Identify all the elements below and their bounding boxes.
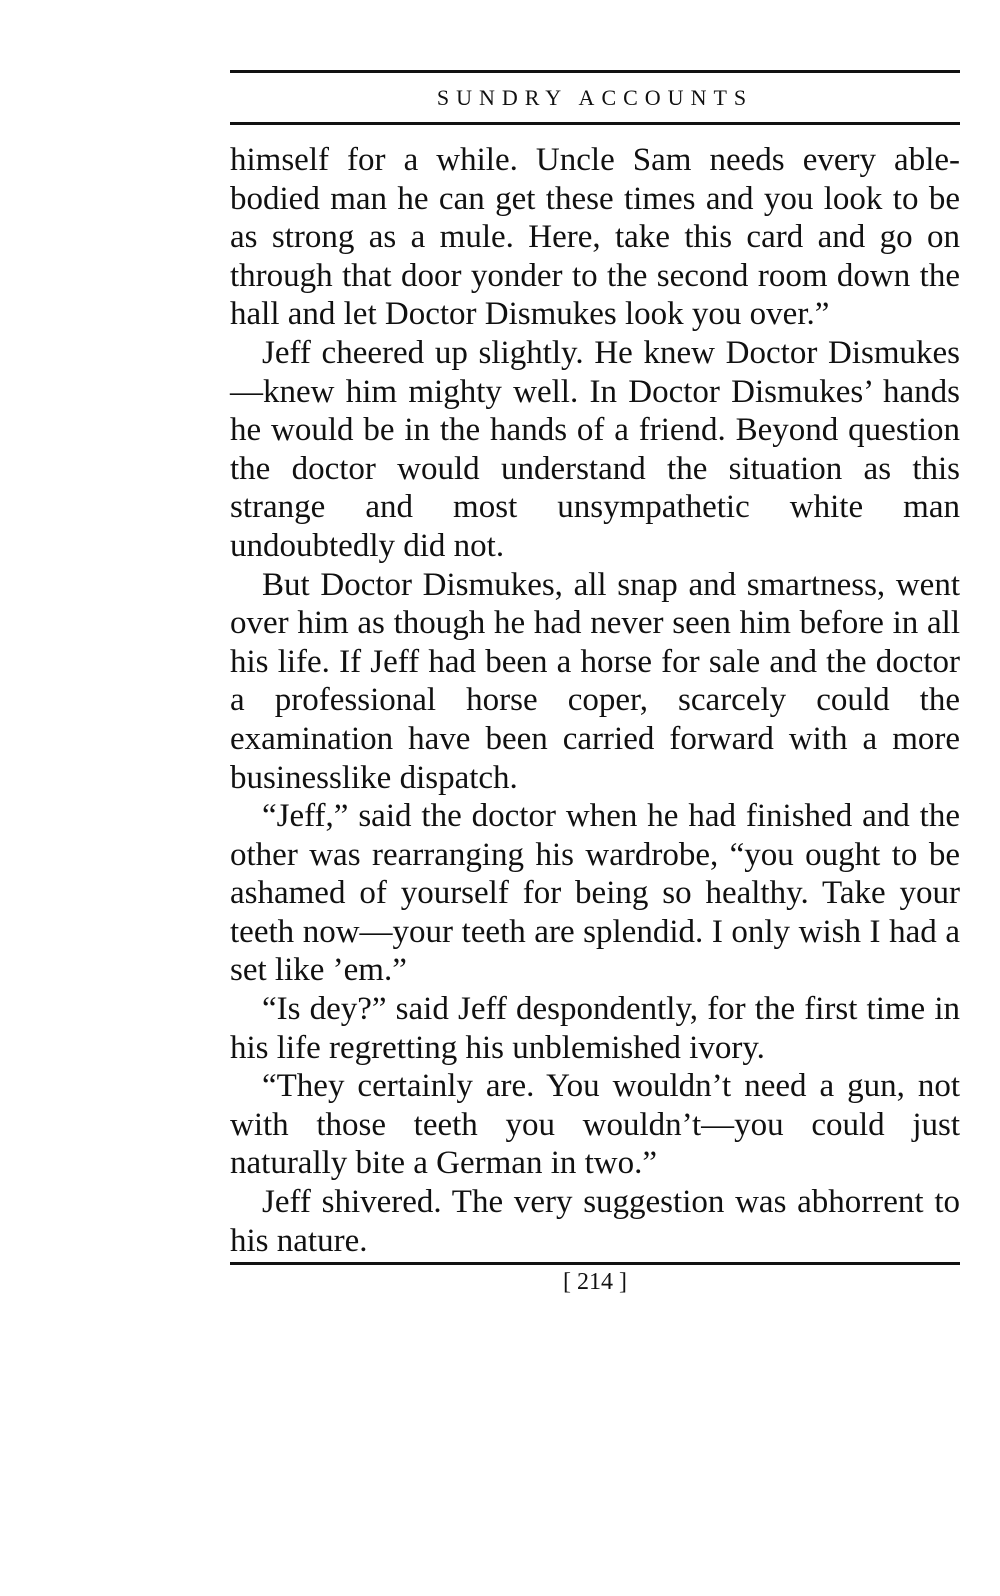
paragraph-continued: himself for a while. Uncle Sam needs every able-bodied man he can get these times and you look to be as strong as a mule. Here, take this card and go on through that door yonder to the second room down the hall and let Doctor Dismukes look you over.” (230, 142, 960, 333)
page-number: [ 214 ] (563, 1269, 627, 1296)
header-rule-bottom (230, 122, 960, 125)
running-title: SUNDRY ACCOUNTS (436, 85, 754, 110)
body-text (230, 141, 960, 1260)
paragraph: “Jeff,” said the doctor when he had finished and the other was rearranging his wardrobe, “you ought to be ashamed of yourself for being so healthy. Take your teeth now—your teeth are splendid. I only wish I had a set like ’em.” (230, 798, 960, 989)
book-page (230, 70, 960, 1297)
paragraph: “Is dey?” said Jeff despondently, for the first time in his life regretting his unblemished ivory. (230, 991, 960, 1066)
paragraph: Jeff cheered up slightly. He knew Doctor Dismukes—knew him mighty well. In Doctor Dismukes’ hands he would be in the hands of a friend. Beyond question the doctor would understand the situation as this strange and most unsympathetic white man undoubtedly did not. (230, 334, 960, 564)
footer-rule (230, 1262, 960, 1265)
paragraph: “They certainly are. You wouldn’t need a gun, not with those teeth you wouldn’t—you could just naturally bite a German in two.” (230, 1068, 960, 1182)
paragraph: Jeff shivered. The very suggestion was abhorrent to his nature. (230, 1184, 960, 1259)
paragraph: But Doctor Dismukes, all snap and smartness, went over him as though he had never seen him before in all his life. If Jeff had been a horse for sale and the doctor a professional horse coper, scarcely could the examination have been carried forward with a more businesslike dispatch. (230, 566, 960, 796)
